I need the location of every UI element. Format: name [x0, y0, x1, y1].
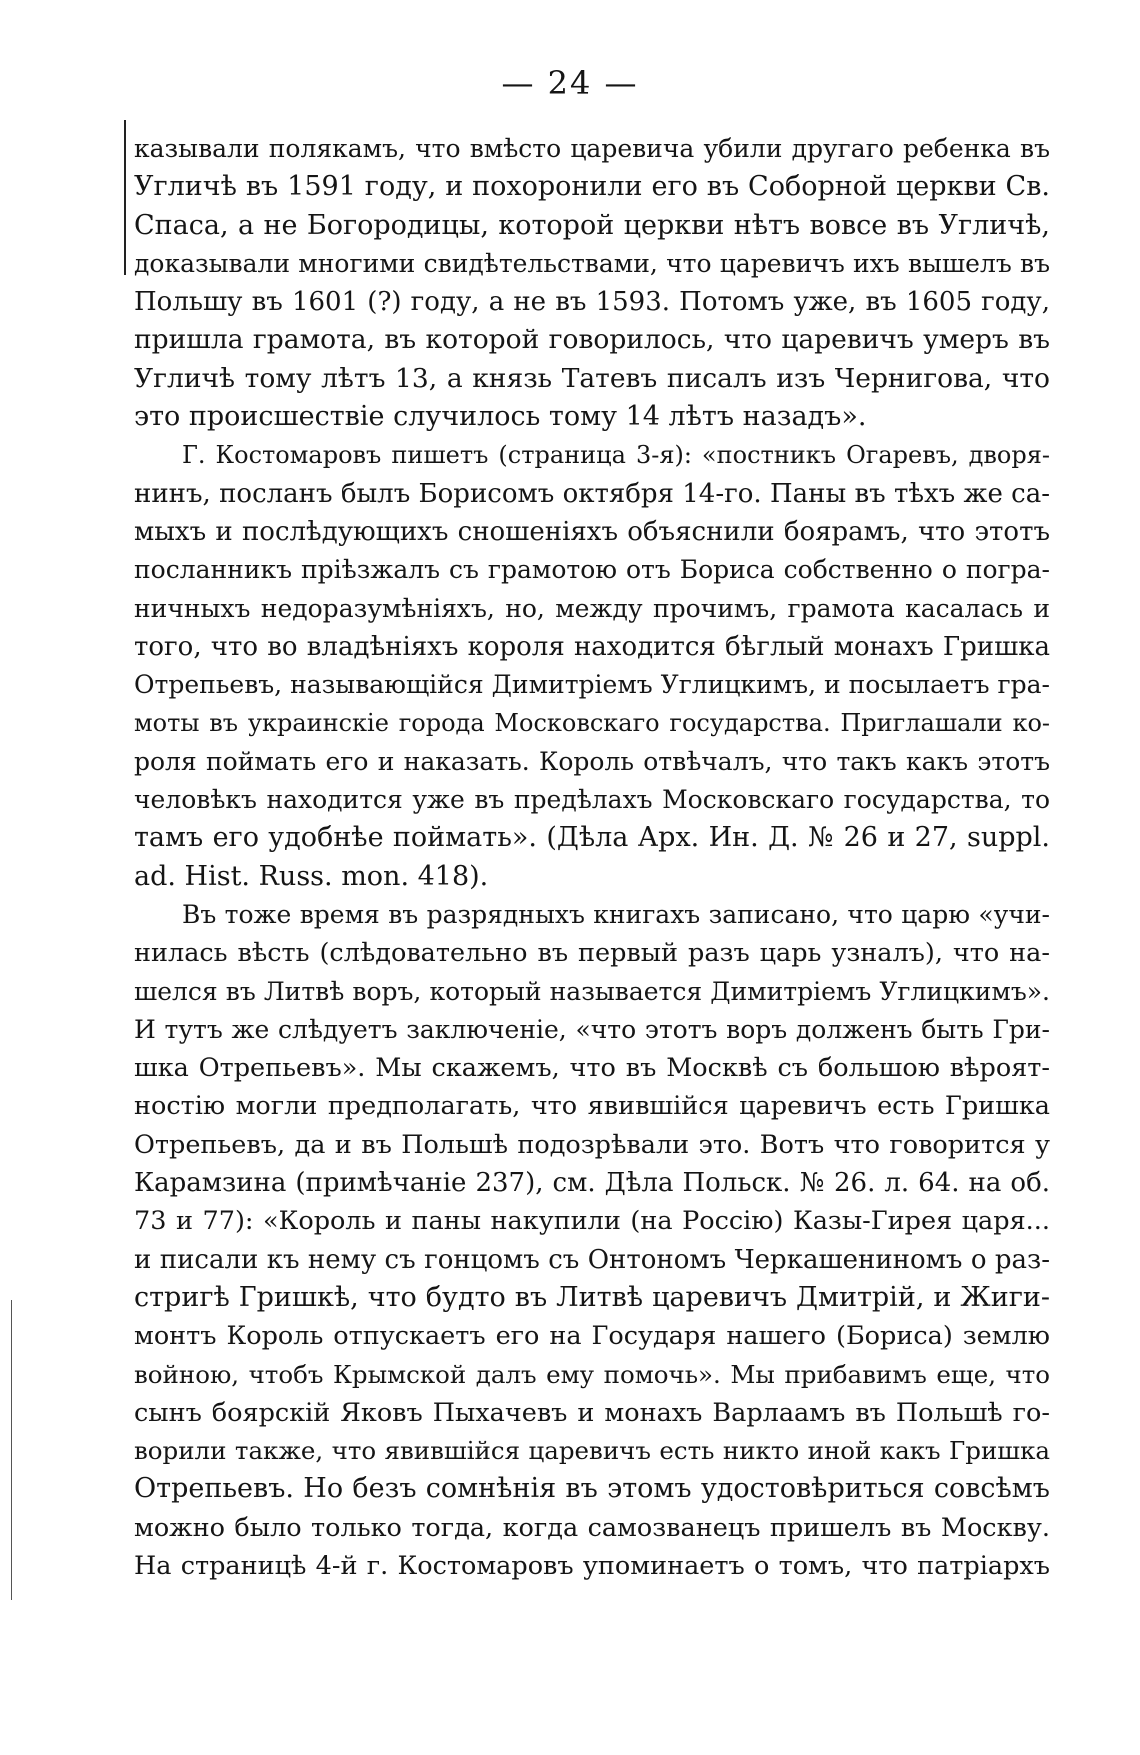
- text-line: Въ тоже время въ разрядныхъ книгахъ записано, что царю «учи-: [182, 899, 1050, 929]
- text-line: шелся въ Литвѣ воръ, который называется Димитріемъ Углицкимъ».: [134, 976, 1050, 1006]
- text-line: шка Отрепьевъ». Мы скажемъ, что въ Москвѣ съ большою вѣроят-: [134, 1053, 1050, 1084]
- text-line: доказывали многими свидѣтельствами, что царевичъ ихъ вышелъ въ: [134, 248, 1050, 278]
- text-line: ничныхъ недоразумѣніяхъ, но, между прочимъ, грамота касалась и: [134, 593, 1050, 623]
- text-line: посланникъ пріѣзжалъ съ грамотою отъ Бориса собственно о погра-: [134, 555, 1050, 585]
- text-line: и писали къ нему съ гонцомъ съ Онтономъ Черкашениномъ о раз-: [134, 1244, 1050, 1275]
- text-line: сынъ боярскій Яковъ Пыхачевъ и монахъ Варлаамъ въ Польшѣ го-: [134, 1397, 1050, 1428]
- text-line: того, что во владѣніяхъ короля находится бѣглый монахъ Гришка: [134, 631, 1050, 662]
- text-line: Отрепьевъ. Но безъ сомнѣнія въ этомъ удостовѣриться совсѣмъ: [134, 1473, 1050, 1505]
- text-line: это происшествіе случилось тому 14 лѣтъ назадъ».: [134, 401, 867, 433]
- text-line: ad. Hist. Russ. mon. 418).: [134, 860, 489, 892]
- text-line: На страницѣ 4-й г. Костомаровъ упоминаетъ о томъ, что патріархъ: [134, 1550, 1050, 1581]
- text-line: тамъ его удобнѣе поймать». (Дѣла Арх. Ин. Д. № 26 и 27, suppl.: [134, 822, 1050, 854]
- text-line: роля поймать его и наказать. Король отвѣчалъ, что такъ какъ этотъ: [134, 746, 1050, 776]
- text-line: 73 и 77): «Король и паны накупили (на Россію) Казы-Гирея царя...: [134, 1206, 1050, 1237]
- text-line: нилась вѣсть (слѣдовательно въ первый разъ царь узналъ), что на-: [134, 938, 1050, 969]
- text-line: моты въ украинскіе города Московскаго государства. Приглашали ко-: [134, 709, 1050, 738]
- body-text: [134, 130, 1050, 1585]
- paragraph: [134, 436, 1050, 896]
- margin-rule-lower: [11, 1300, 12, 1600]
- text-line: ворили также, что явившійся царевичъ есть никто иной какъ Гришка: [134, 1436, 1050, 1466]
- text-line: войною, чтобъ Крымской далъ ему помочь». Мы прибавимъ еще, что: [134, 1359, 1050, 1389]
- text-line: ностію могли предполагать, что явившійся царевичъ есть Гришка: [134, 1091, 1050, 1122]
- text-line: Отрепьевъ, называющійся Димитріемъ Углицкимъ, и посылаетъ гра-: [134, 670, 1050, 700]
- paragraph: [134, 896, 1050, 1585]
- text-line: Угличѣ тому лѣтъ 13, а князь Татевъ писалъ изъ Чернигова, что: [134, 362, 1050, 394]
- text-line: Карамзина (примѣчаніе 237), см. Дѣла Польск. № 26. л. 64. на об.: [134, 1168, 1050, 1199]
- margin-rule: [124, 120, 126, 275]
- text-line: Угличѣ въ 1591 году, и похоронили его въ Соборной церкви Св.: [134, 171, 1050, 203]
- text-line: Отрепьевъ, да и въ Польшѣ подозрѣвали это. Вотъ что говорится у: [134, 1129, 1050, 1160]
- text-line: человѣкъ находится уже въ предѣлахъ Московскаго государства, то: [134, 785, 1050, 815]
- text-line: нинъ, посланъ былъ Борисомъ октября 14-го. Паны въ тѣхъ же са-: [134, 478, 1050, 509]
- text-line: Г. Костомаровъ пишетъ (страница 3-я): «постникъ Огаревъ, дворя-: [182, 441, 1050, 470]
- text-line: Спаса, а не Богородицы, которой церкви нѣтъ вовсе въ Угличѣ,: [134, 209, 1050, 241]
- text-line: мыхъ и послѣдующихъ сношеніяхъ объяснили боярамъ, что этотъ: [134, 516, 1050, 547]
- text-line: Польшу въ 1601 (?) году, а не въ 1593. Потомъ уже, въ 1605 году,: [134, 287, 1050, 318]
- text-line: можно было только тогда, когда самозванецъ пришелъ въ Москву.: [134, 1512, 1050, 1543]
- text-line: монтъ Король отпускаетъ его на Государя нашего (Бориса) землю: [134, 1321, 1050, 1352]
- paragraph: [134, 130, 1050, 436]
- text-line: пришла грамота, въ которой говорилось, что царевичъ умеръ въ: [134, 324, 1050, 356]
- text-line: казывали полякамъ, что вмѣсто царевича убили другаго ребенка въ: [134, 134, 1050, 163]
- page-number: — 24 —: [501, 64, 639, 102]
- text-line: И тутъ же слѣдуетъ заключеніе, «что этотъ воръ долженъ быть Гри-: [134, 1014, 1050, 1044]
- text-line: стригѣ Гришкѣ, что будто въ Литвѣ царевичъ Дмитрій, и Жиги-: [134, 1281, 1050, 1313]
